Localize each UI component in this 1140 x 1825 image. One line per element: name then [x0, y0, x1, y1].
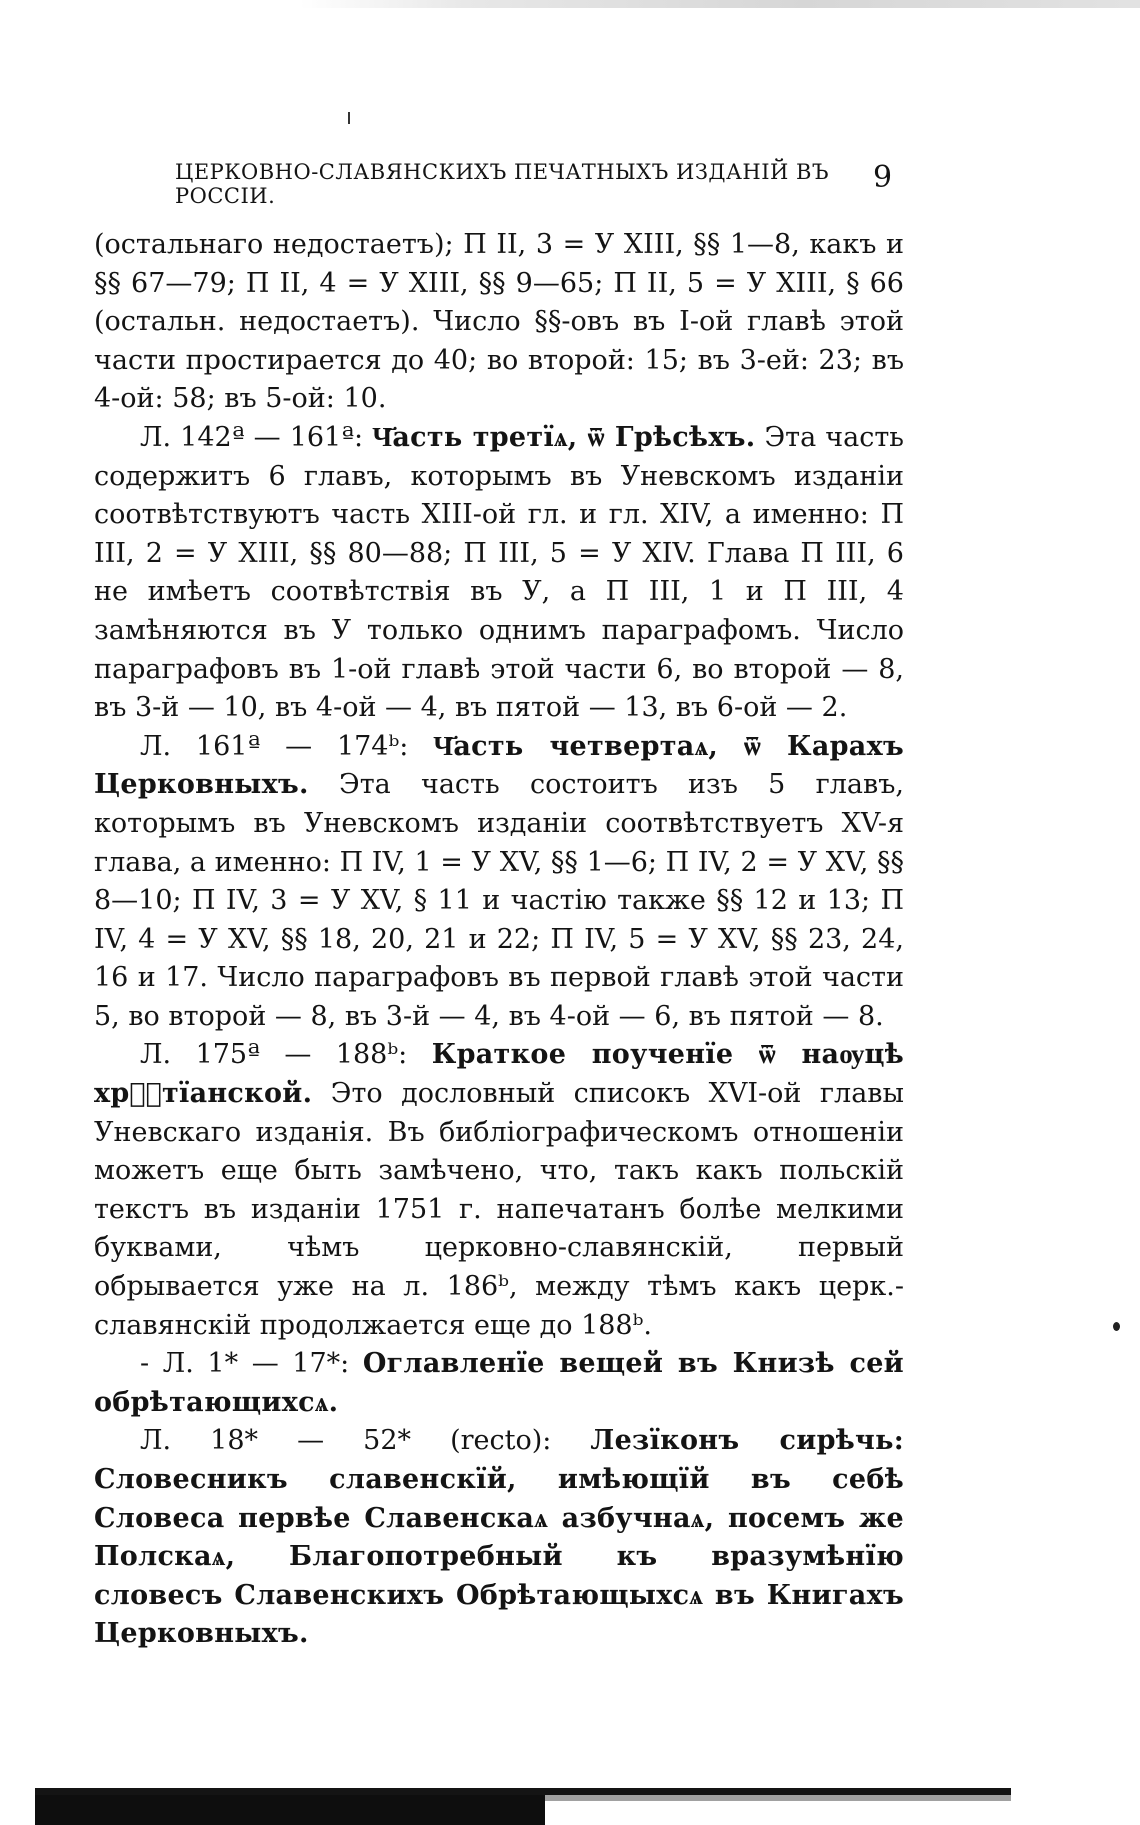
leaf-reference: Л. 142ª — 161ª: — [140, 421, 364, 453]
scan-bottom-artifact — [35, 1795, 545, 1825]
paragraph-5 — [94, 1345, 904, 1422]
leaf-reference: Л. 18* — 52* (recto): — [140, 1425, 552, 1457]
leaf-reference: Л. 175ª — 188ᵇ: — [140, 1039, 408, 1071]
paragraph-6 — [94, 1422, 904, 1654]
paragraph-text: Эта часть состоитъ изъ 5 главъ, которымъ въ Уневскомъ изданіи соотвѣтствуетъ XV-я глава, а именно: П IV, 1 = У XV, §§ 1—6; П IV, 2 = У XV, §§ 8—10; П IV, 3 = У XV, § 11 и частію также §§ 12 и 13; П IV, 4 = У XV, §§ 18, 20, 21 и 22; П IV, 5 = У XV, §§ 23, 24, 16 и 17. Число параграфовъ въ первой главѣ этой части 5, во второй — 8, въ 3-й — 4, въ 4-ой — 6, въ пятой — 8. — [94, 769, 904, 1032]
church-slavonic-title: Лезїконъ сирѣчь: Словесникъ славенскїй, имѣющїй въ себѣ Словеса первѣе Славенскаѧ азбучнаѧ, посемъ же Полскаѧ, Благопотребный къ вразумѣнїю словесъ Славенскихъ Обрѣтающыхсѧ въ Книгахъ Церковныхъ. — [94, 1425, 904, 1650]
scan-bottom-grain — [545, 1795, 1011, 1801]
scan-speck — [348, 112, 350, 124]
running-header: ЦЕРКОВНО-СЛАВЯНСКИХЪ ПЕЧАТНЫХЪ ИЗДАНІЙ ВЪ РОССІИ. — [175, 160, 830, 208]
margin-speck — [1113, 1322, 1120, 1331]
church-slavonic-title: Ч҃асть третїѧ, ѿ Грѣсѣхъ. — [372, 421, 756, 453]
scan-edge-noise — [300, 0, 1140, 8]
scan-bottom-border — [35, 1788, 1011, 1795]
church-slavonic-title: Ч҃асть четвертаѧ, ѿ Карахъ Церковныхъ. — [94, 730, 904, 801]
paragraph-4 — [94, 1036, 904, 1345]
paragraph-3 — [94, 728, 904, 1037]
paragraph-1 — [94, 226, 904, 419]
paragraph-2 — [94, 419, 904, 728]
paragraph-text: Эта часть содержитъ 6 главъ, которымъ въ Уневскомъ изданіи соотвѣтствуютъ часть XIII-ой гл. и гл. XIV, а именно: П III, 2 = У XIII, §§ 80—88; П III, 5 = У XIV. Глава П III, 6 не имѣетъ соотвѣтствія въ У, а П III, 1 и П III, 4 замѣняются въ У только однимъ параграфомъ. Число параграфовъ въ 1-ой главѣ этой части 6, во второй — 8, въ 3-й — 10, въ 4-ой — 4, въ пятой — 13, въ 6-ой — 2. — [94, 421, 904, 724]
paragraph-text: Это дословный списокъ XVI-ой главы Уневскаго изданія. Въ библіографическомъ отношеніи можетъ еще быть замѣчено, что, такъ какъ польскій текстъ въ изданіи 1751 г. напечатанъ болѣе мелкими буквами, чѣмъ церковно-славянскій, первый обрывается уже на л. 186ᵇ, между тѣмъ какъ церк.-славянскій продолжается еще до 188ᵇ. — [94, 1078, 904, 1341]
church-slavonic-title: Краткое поученїе ѿ наѹцѣ хрⷭ҇тїанской. — [94, 1039, 904, 1110]
page-number: 9 — [873, 160, 893, 195]
church-slavonic-title: Оглавленїе вещей въ Книзѣ сей обрѣтающихсѧ. — [94, 1348, 904, 1418]
leaf-reference: Л. 161ª — 174ᵇ: — [140, 730, 409, 762]
leaf-reference: - Л. 1* — 17*: — [140, 1348, 350, 1380]
paragraph-text: (остальнаго недостаетъ); П II, 3 = У XIII, §§ 1—8, какъ и §§ 67—79; П II, 4 = У XIII, §§ 9—65; П II, 5 = У XIII, § 66 (остальн. недостаетъ). Число §§-овъ въ I-ой главѣ этой части простирается до 40; во второй: 15; въ 3-ей: 23; въ 4-ой: 58; въ 5-ой: 10. — [94, 229, 904, 415]
body-text — [94, 226, 904, 1654]
